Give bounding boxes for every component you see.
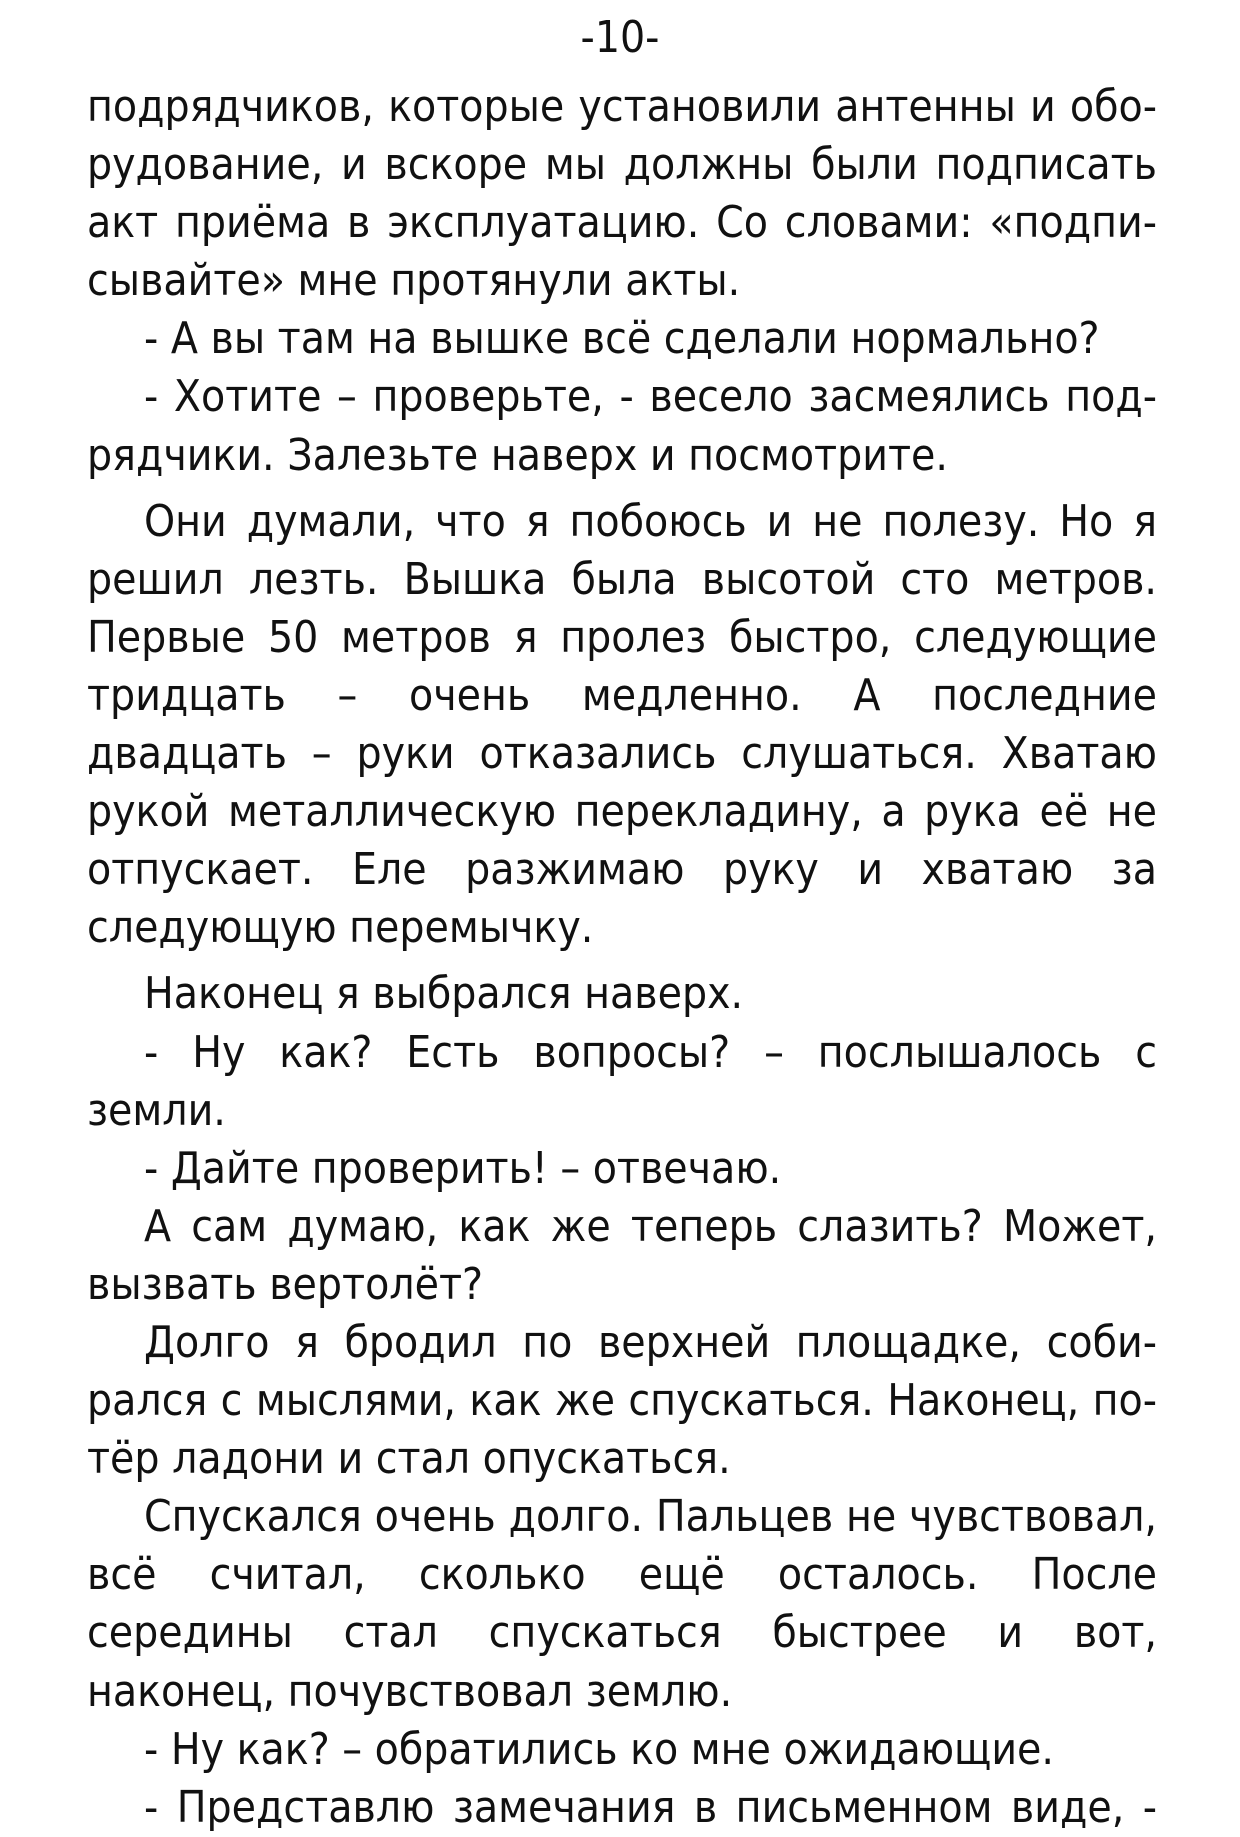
paragraph: А сам думаю, как же теперь слазить? Может, вызвать вертолёт? — [87, 1200, 1157, 1310]
paragraph: Наконец я выбрался наверх. — [144, 968, 744, 1020]
paragraph-dialogue: - А вы там на вышке всё сделали нормально? — [144, 313, 1100, 365]
paragraph-dialogue: - Ну как? Есть вопросы? – послышалось с земли. — [87, 1026, 1157, 1136]
body-text — [87, 78, 1157, 1837]
paragraph-dialogue: - Хотите – проверьте, - весело засмеялись подрядчики. Залезьте наверх и посмотрите. — [87, 371, 1157, 481]
paragraph-continuation: подрядчиков, которые установили антенны и оборудование, и вскоре мы должны были подписать акт приёма в эксплуатацию. Со словами: «подписывайте» мне протянули акты. — [87, 81, 1157, 307]
paragraph-dialogue: - Ну как? – обратились ко мне ожидающие. — [144, 1723, 1054, 1775]
paragraph-dialogue: - Дайте проверить! – отвечаю. — [144, 1142, 782, 1194]
paragraph: Долго я бродил по верхней площадке, собирался с мыслями, как же спускаться. Наконец, потёр ладони и стал опускаться. — [87, 1316, 1157, 1485]
paragraph: Спускался очень долго. Пальцев не чувствовал, всё считал, сколько ещё осталось. После середины стал спускаться быстрее и вот, наконец, почувствовал землю. — [87, 1491, 1157, 1717]
paragraph-dialogue: - Представлю замечания в письменном виде, - — [144, 1781, 1157, 1833]
page-number: -10- — [580, 12, 660, 63]
paragraph: Они думали, что я побоюсь и не полезу. Но я решил лезть. Вышка была высотой сто метров. Первые 50 метров я пролез быстро, следующие тридцать – очень медленно. А последние двадцать – руки отказались слушаться. Хватаю рукой металлическую перекладину, а рука её не отпускает. Еле разжимаю руку и хватаю за следующую перемычку. — [87, 495, 1157, 954]
